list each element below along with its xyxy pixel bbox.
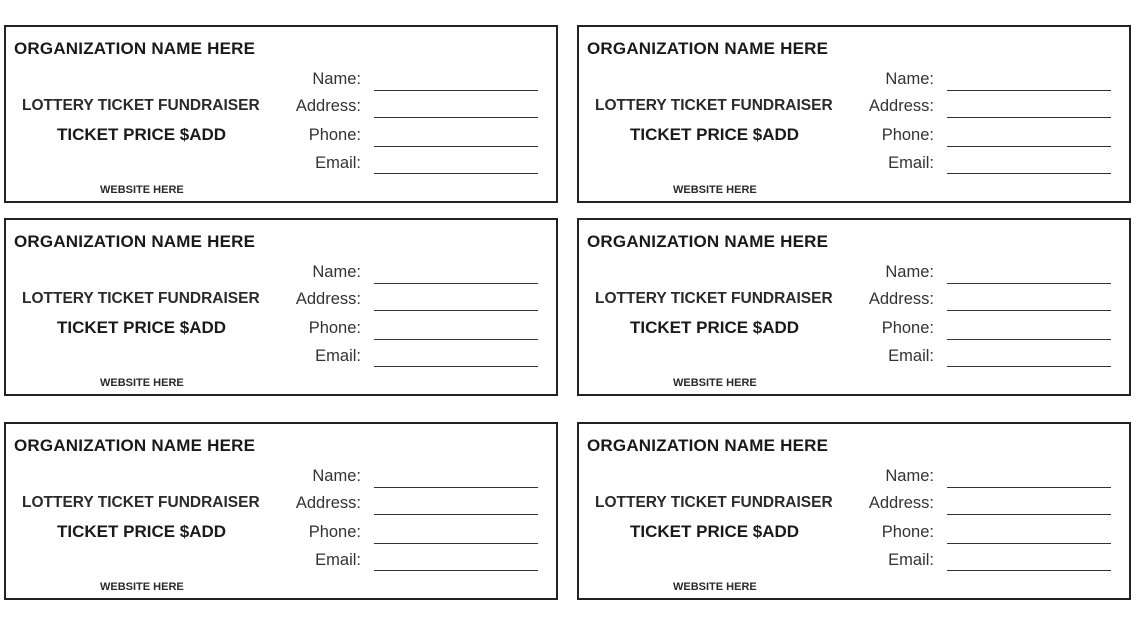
- address-line[interactable]: [374, 310, 538, 311]
- event-title: LOTTERY TICKET FUNDRAISER: [22, 97, 260, 114]
- phone-label: Phone:: [881, 523, 934, 541]
- email-line[interactable]: [947, 570, 1111, 571]
- phone-line[interactable]: [374, 146, 538, 147]
- email-line[interactable]: [947, 366, 1111, 367]
- event-title: LOTTERY TICKET FUNDRAISER: [22, 494, 260, 511]
- email-line[interactable]: [374, 366, 538, 367]
- ticket-1: [4, 25, 558, 203]
- email-label: Email:: [315, 551, 361, 569]
- name-line[interactable]: [947, 487, 1111, 488]
- name-line[interactable]: [374, 487, 538, 488]
- email-line[interactable]: [374, 570, 538, 571]
- name-line[interactable]: [947, 90, 1111, 91]
- name-line[interactable]: [374, 90, 538, 91]
- website-label: WEBSITE HERE: [100, 581, 184, 593]
- address-line[interactable]: [947, 117, 1111, 118]
- event-title: LOTTERY TICKET FUNDRAISER: [595, 290, 833, 307]
- ticket-price: TICKET PRICE $ADD: [57, 522, 227, 541]
- ticket-4: [577, 218, 1131, 396]
- event-title: LOTTERY TICKET FUNDRAISER: [595, 97, 833, 114]
- email-line[interactable]: [374, 173, 538, 174]
- ticket-2: [577, 25, 1131, 203]
- email-label: Email:: [315, 347, 361, 365]
- phone-label: Phone:: [308, 126, 361, 144]
- phone-label: Phone:: [308, 523, 361, 541]
- organization-name: ORGANIZATION NAME HERE: [587, 39, 829, 58]
- email-label: Email:: [888, 347, 934, 365]
- event-title: LOTTERY TICKET FUNDRAISER: [595, 494, 833, 511]
- organization-name: ORGANIZATION NAME HERE: [587, 232, 829, 251]
- website-label: WEBSITE HERE: [673, 581, 757, 593]
- phone-line[interactable]: [947, 339, 1111, 340]
- email-label: Email:: [888, 154, 934, 172]
- website-label: WEBSITE HERE: [100, 184, 184, 196]
- address-label: Address:: [295, 494, 361, 512]
- ticket-price: TICKET PRICE $ADD: [57, 318, 227, 337]
- name-line[interactable]: [374, 283, 538, 284]
- organization-name: ORGANIZATION NAME HERE: [587, 436, 829, 455]
- phone-line[interactable]: [947, 543, 1111, 544]
- website-label: WEBSITE HERE: [673, 184, 757, 196]
- organization-name: ORGANIZATION NAME HERE: [14, 232, 256, 251]
- ticket-3: [4, 218, 558, 396]
- address-line[interactable]: [947, 310, 1111, 311]
- email-line[interactable]: [947, 173, 1111, 174]
- ticket-price: TICKET PRICE $ADD: [630, 125, 800, 144]
- name-label: Name:: [312, 70, 361, 88]
- ticket-price: TICKET PRICE $ADD: [57, 125, 227, 144]
- address-label: Address:: [868, 290, 934, 308]
- name-label: Name:: [312, 263, 361, 281]
- name-label: Name:: [312, 467, 361, 485]
- phone-label: Phone:: [308, 319, 361, 337]
- address-line[interactable]: [374, 117, 538, 118]
- ticket-price: TICKET PRICE $ADD: [630, 522, 800, 541]
- ticket-6: [577, 422, 1131, 600]
- address-label: Address:: [868, 97, 934, 115]
- address-label: Address:: [868, 494, 934, 512]
- ticket-5: [4, 422, 558, 600]
- name-label: Name:: [885, 70, 934, 88]
- phone-line[interactable]: [374, 543, 538, 544]
- phone-line[interactable]: [947, 146, 1111, 147]
- organization-name: ORGANIZATION NAME HERE: [14, 39, 256, 58]
- phone-label: Phone:: [881, 126, 934, 144]
- email-label: Email:: [315, 154, 361, 172]
- address-label: Address:: [295, 290, 361, 308]
- website-label: WEBSITE HERE: [100, 377, 184, 389]
- name-label: Name:: [885, 263, 934, 281]
- phone-line[interactable]: [374, 339, 538, 340]
- name-line[interactable]: [947, 283, 1111, 284]
- name-label: Name:: [885, 467, 934, 485]
- address-line[interactable]: [374, 514, 538, 515]
- address-label: Address:: [295, 97, 361, 115]
- event-title: LOTTERY TICKET FUNDRAISER: [22, 290, 260, 307]
- address-line[interactable]: [947, 514, 1111, 515]
- phone-label: Phone:: [881, 319, 934, 337]
- website-label: WEBSITE HERE: [673, 377, 757, 389]
- organization-name: ORGANIZATION NAME HERE: [14, 436, 256, 455]
- email-label: Email:: [888, 551, 934, 569]
- ticket-price: TICKET PRICE $ADD: [630, 318, 800, 337]
